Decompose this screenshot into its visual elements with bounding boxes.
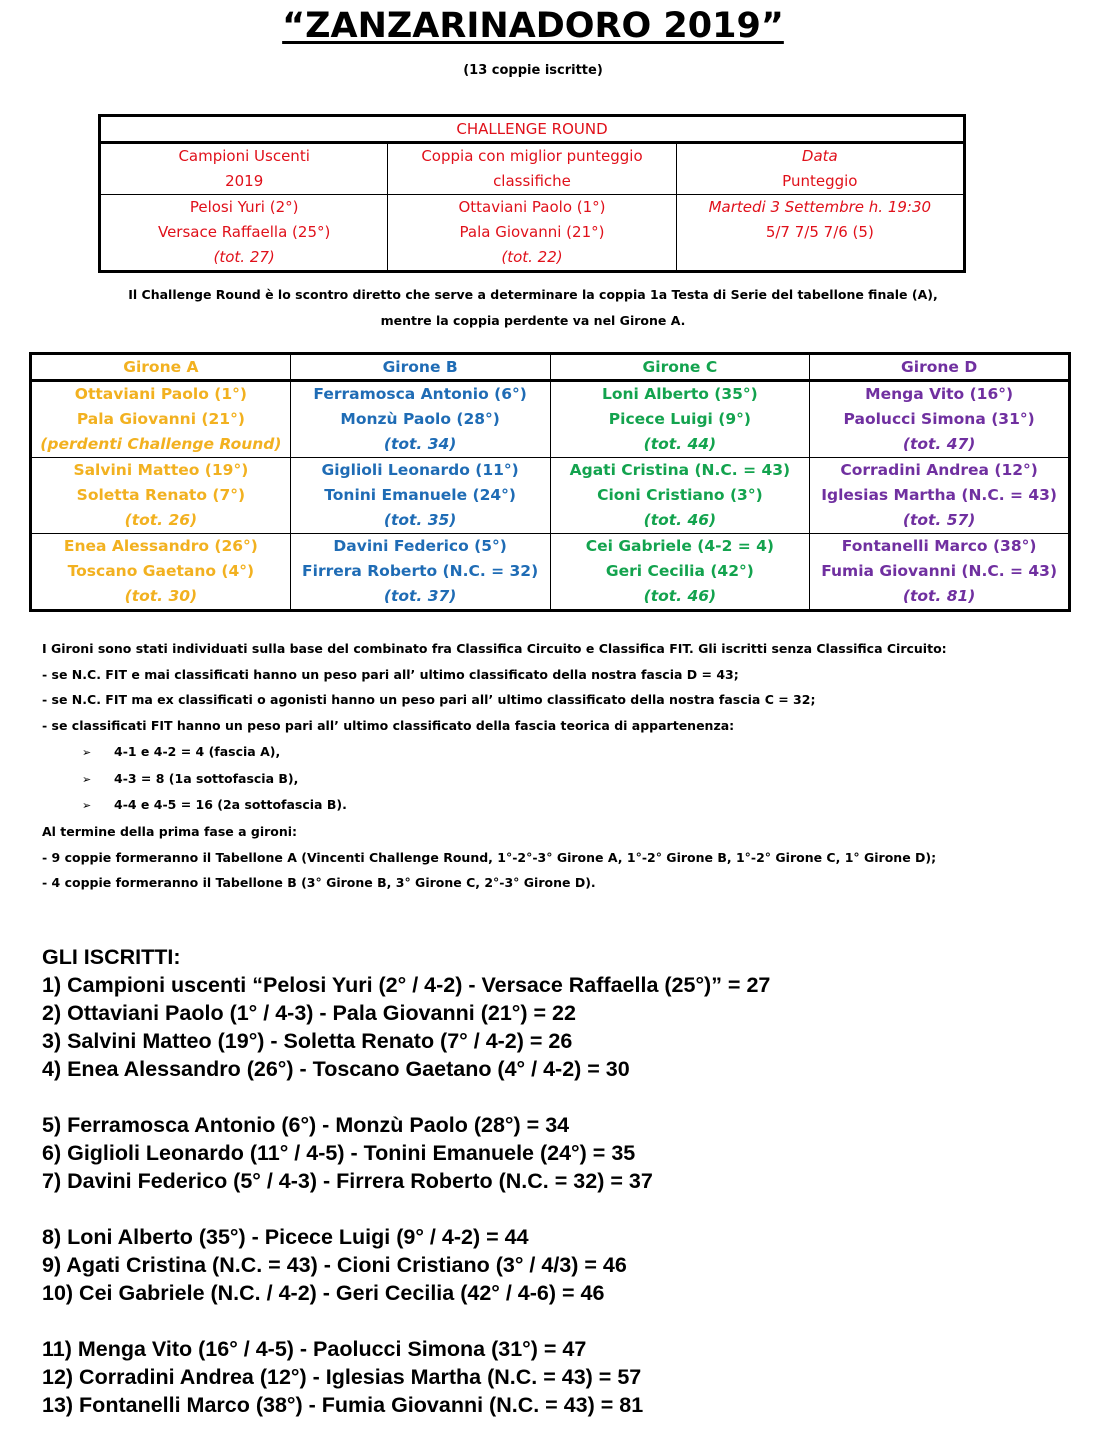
challenge-cell-best-pair [388,195,676,272]
girone-cell [31,381,291,458]
player-name: Giglioli Leonardo (11°) [321,461,519,479]
iscritti-entry: 12) Corradini Andrea (12°) - Iglesias Martha (N.C. = 43) = 57 [42,1365,642,1389]
title-text: “ZANZARINADORO 2019” [282,6,784,46]
player-name: Soletta Renato (7°) [76,486,246,504]
challenge-note-line2: mentre la coppia perdente va nel Girone A. [380,313,686,328]
page-title [0,6,1066,46]
rules-bullet [42,739,947,766]
girone-cell [31,458,291,534]
arrowhead-bullet-icon: ➢ [82,799,92,813]
player-name: Fumia Giovanni (N.C. = 43) [821,562,1058,580]
player-name: Salvini Matteo (19°) [73,461,249,479]
girone-cell [550,534,810,611]
col-header-line: classifiche [493,172,571,190]
player-name: Pelosi Yuri (2°) [189,198,299,216]
iscritti-entry: 6) Giglioli Leonardo (11° / 4-5) - Tonini Emanuele (24°) = 35 [42,1141,636,1165]
iscritti-entry: 13) Fontanelli Marco (38°) - Fumia Giovanni (N.C. = 43) = 81 [42,1393,644,1417]
iscritti-entry: 1) Campioni uscenti “Pelosi Yuri (2° / 4-2) - Versace Raffaella (25°)” = 27 [42,973,771,997]
pair-total: (tot. 35) [383,511,457,529]
player-name: Agati Cristina (N.C. = 43) [569,461,791,479]
pair-total: (tot. 30) [124,587,198,605]
challenge-col-header [676,143,964,195]
girone-header-b: Girone B [290,354,550,381]
player-name: Fontanelli Marco (38°) [841,537,1037,555]
gironi-table [29,352,1071,612]
pair-total: (tot. 26) [124,511,198,529]
player-name: Geri Cecilia (42°) [605,562,754,580]
challenge-col-header [100,143,388,195]
girone-cell [290,534,550,611]
player-name: Corradini Andrea (12°) [840,461,1038,479]
player-name: Enea Alessandro (26°) [63,537,258,555]
iscritti-entry: 5) Ferramosca Antonio (6°) - Monzù Paolo (28°) = 34 [42,1113,570,1137]
pair-total: (tot. 47) [902,435,976,453]
challenge-note-line1: Il Challenge Round è lo scontro diretto che serve a determinare la coppia 1a Testa di Serie del tabellone finale (A), [128,287,938,302]
match-date: Martedi 3 Settembre h. 19:30 [708,198,932,216]
pair-total: (tot. 44) [643,435,717,453]
match-score: 5/7 7/5 7/6 (5) [765,223,874,241]
iscritti-entry: 3) Salvini Matteo (19°) - Soletta Renato (7° / 4-2) = 26 [42,1029,573,1053]
player-name: Pala Giovanni (21°) [76,410,245,428]
girone-cell [810,381,1070,458]
pair-total: (tot. 57) [902,511,976,529]
iscritti-entry: 9) Agati Cristina (N.C. = 43) - Cioni Cristiano (3° / 4/3) = 46 [42,1253,627,1277]
player-name: Pala Giovanni (21°) [459,223,605,241]
player-name: Picece Luigi (9°) [608,410,751,428]
iscritti-entry: 11) Menga Vito (16° / 4-5) - Paolucci Simona (31°) = 47 [42,1337,587,1361]
rules-item: - se classificati FIT hanno un peso pari all’ ultimo classificato della fascia teorica di appartenenza: [42,718,735,734]
pair-total: (tot. 27) [213,248,275,266]
girone-row [31,534,1070,611]
iscritti-section [42,943,770,1419]
girone-header-a: Girone A [31,354,291,381]
challenge-cell-champions [100,195,388,272]
girone-row [31,381,1070,458]
iscritti-entry: 4) Enea Alessandro (26°) - Toscano Gaetano (4° / 4-2) = 30 [42,1057,630,1081]
player-name: Loni Alberto (35°) [601,385,758,403]
player-name: Ottaviani Paolo (1°) [74,385,247,403]
pair-total: (tot. 81) [902,587,976,605]
challenge-cell-date-score [676,195,964,272]
player-name: Menga Vito (16°) [865,385,1014,403]
player-name: Cei Gabriele (4-2 = 4) [585,537,775,555]
iscritti-entry: 10) Cei Gabriele (N.C. / 4-2) - Geri Cecilia (42° / 4-6) = 46 [42,1281,605,1305]
bullet-text: 4-4 e 4-5 = 16 (2a sottofascia B). [114,797,347,813]
rules-intro: I Gironi sono stati individuati sulla base del combinato fra Classifica Circuito e Classifica FIT. Gli iscritti senza Classifica Circuito: [42,641,947,656]
arrowhead-bullet-icon: ➢ [82,772,92,786]
player-name: Ottaviani Paolo (1°) [458,198,606,216]
empty-line [677,245,963,270]
pair-total: (tot. 46) [643,511,717,529]
challenge-col-header [388,143,676,195]
group-spacer [42,1195,770,1223]
girone-header-c: Girone C [550,354,810,381]
player-name: Versace Raffaella (25°) [157,223,331,241]
girone-cell [31,534,291,611]
player-name: Toscano Gaetano (4°) [67,562,255,580]
player-name: Paolucci Simona (31°) [843,410,1035,428]
girone-cell [550,381,810,458]
col-header-line: Punteggio [782,172,858,190]
girone-row [31,458,1070,534]
girone-header-d: Girone D [810,354,1070,381]
pair-total: (tot. 22) [501,248,563,266]
player-name: Ferramosca Antonio (6°) [313,385,527,403]
rules-item: - se N.C. FIT e mai classificati hanno un peso pari all’ ultimo classificato della nostra fascia D = 43; [42,666,739,682]
iscritti-entry: 8) Loni Alberto (35°) - Picece Luigi (9° / 4-2) = 44 [42,1225,529,1249]
pair-total: (tot. 46) [643,587,717,605]
rules-bullet [42,792,947,819]
col-header-line: Campioni Uscenti [178,147,310,165]
col-header-line: Data [801,147,838,165]
challenge-round-table [98,114,966,273]
bullet-text: 4-3 = 8 (1a sottofascia B), [114,770,299,786]
group-spacer [42,1307,770,1335]
player-name: Iglesias Martha (N.C. = 43) [821,486,1058,504]
iscritti-title: GLI ISCRITTI: [42,945,181,969]
rules-item: - se N.C. FIT ma ex classificati o agonisti hanno un peso pari all’ ultimo classificato della nostra fascia C = 32; [42,692,816,708]
subtitle: (13 coppie iscritte) [463,63,603,78]
phase-item: - 4 coppie formeranno il Tabellone B (3° Girone B, 3° Girone C, 2°-3° Girone D). [42,875,596,891]
girone-cell [810,458,1070,534]
player-name: Monzù Paolo (28°) [340,410,500,428]
girone-cell [290,381,550,458]
girone-cell [290,458,550,534]
group-spacer [42,1083,770,1111]
player-name: Davini Federico (5°) [333,537,507,555]
bullet-text: 4-1 e 4-2 = 4 (fascia A), [114,743,281,759]
phase-item: - 9 coppie formeranno il Tabellone A (Vincenti Challenge Round, 1°-2°-3° Girone A, 1°-2° Girone B, 1°-2° Girone C, 1° Girone D); [42,849,937,865]
girone-cell [810,534,1070,611]
pair-total: (tot. 34) [383,435,457,453]
phase-intro: Al termine della prima fase a gironi: [42,823,298,839]
iscritti-entry: 2) Ottaviani Paolo (1° / 4-3) - Pala Giovanni (21°) = 22 [42,1001,576,1025]
col-header-line: 2019 [225,172,264,190]
rules-section [42,636,947,896]
girone-cell [550,458,810,534]
iscritti-entry: 7) Davini Federico (5° / 4-3) - Firrera Roberto (N.C. = 32) = 37 [42,1169,653,1193]
player-name: Cioni Cristiano (3°) [597,486,763,504]
challenge-title: CHALLENGE ROUND [100,116,965,143]
player-name: Tonini Emanuele (24°) [324,486,516,504]
arrowhead-bullet-icon: ➢ [82,745,92,759]
pair-total: (tot. 37) [383,587,457,605]
rules-bullet [42,766,947,793]
col-header-line: Coppia con miglior punteggio [421,147,643,165]
pair-total: (perdenti Challenge Round) [40,435,282,453]
player-name: Firrera Roberto (N.C. = 32) [302,562,539,580]
